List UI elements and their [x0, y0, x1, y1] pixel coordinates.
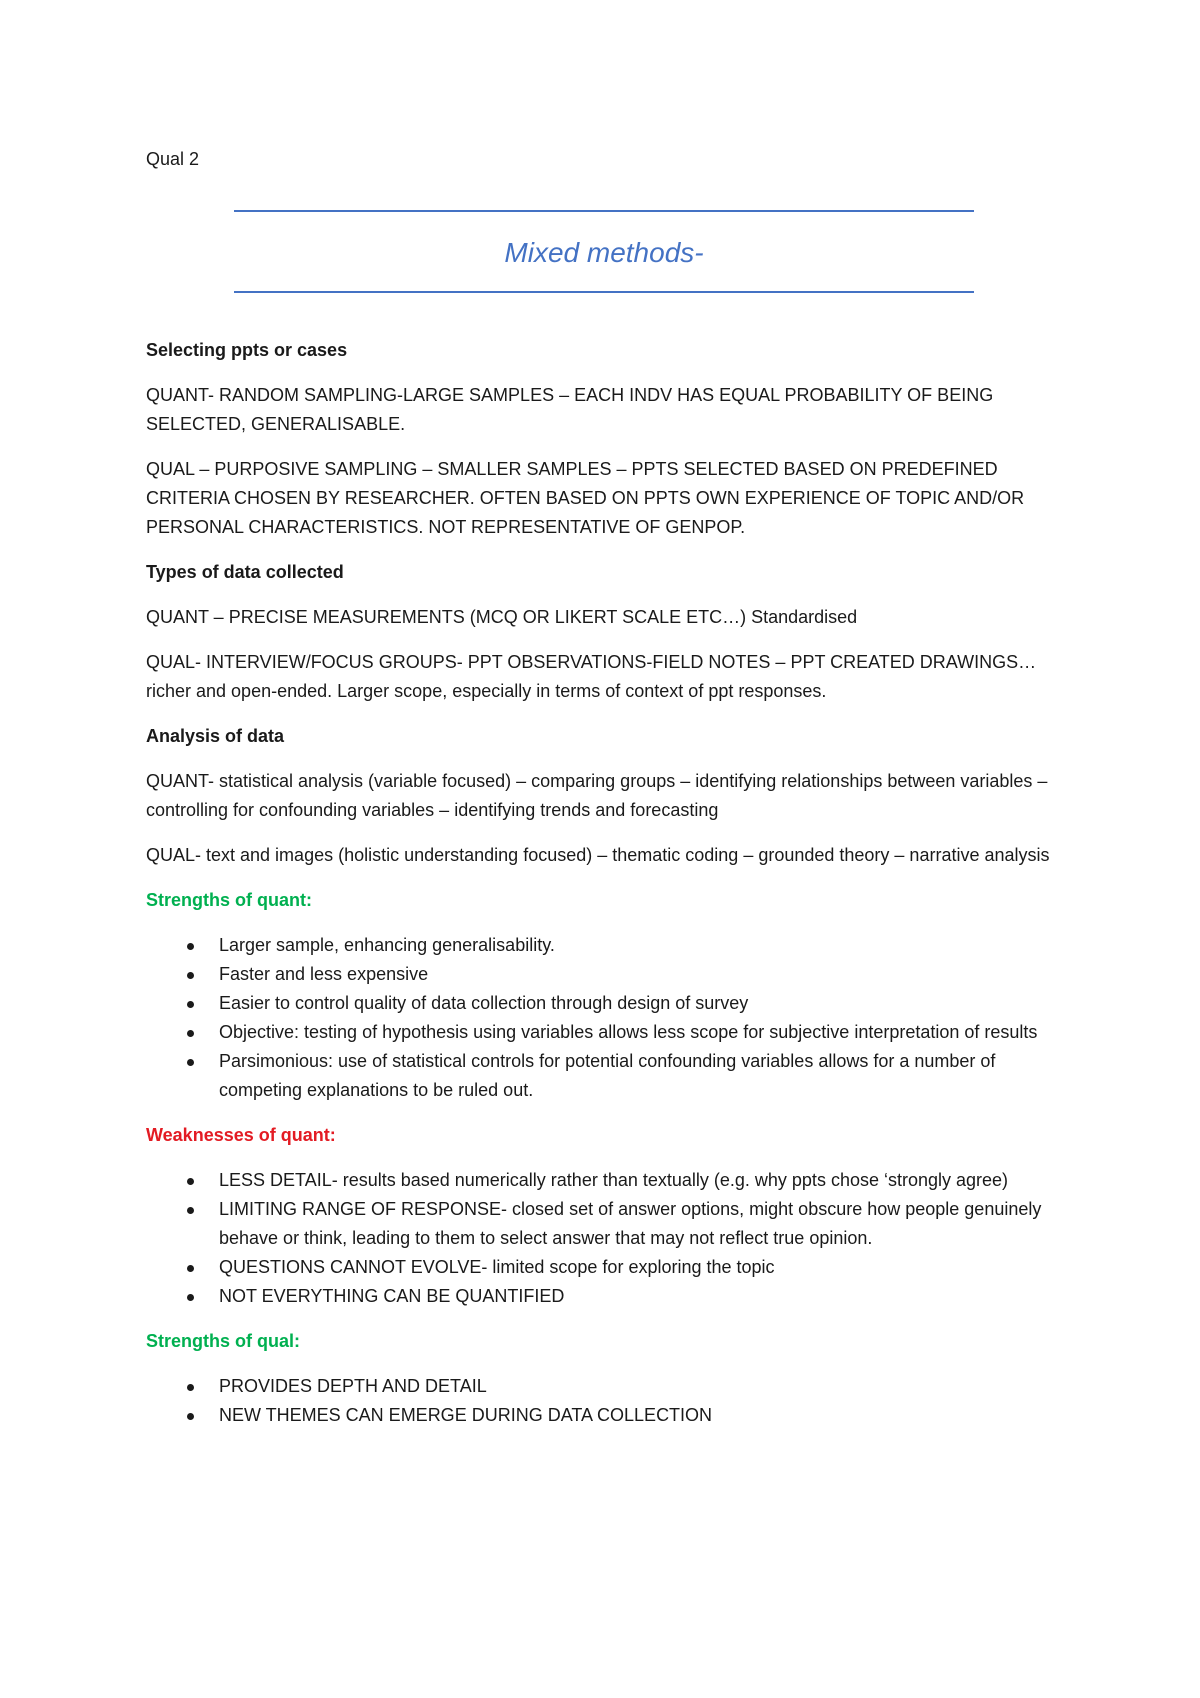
types-quant-paragraph: QUANT – PRECISE MEASUREMENTS (MCQ OR LIKERT SCALE ETC…) Standardised	[146, 607, 858, 627]
list-item	[146, 1018, 1066, 1047]
list-item	[146, 931, 1066, 960]
list-item	[146, 1401, 1066, 1430]
list-item-text: LESS DETAIL- results based numerically rather than textually (e.g. why ppts chose ‘strongly agree)	[219, 1170, 1009, 1190]
bullet-icon	[187, 1059, 194, 1066]
list-item	[146, 1282, 1066, 1311]
list-item-text: QUESTIONS CANNOT EVOLVE- limited scope for exploring the topic	[219, 1257, 775, 1277]
list-item	[146, 1195, 1066, 1253]
section-heading-types: Types of data collected	[146, 562, 344, 582]
list-item	[146, 1253, 1066, 1282]
section-heading-strengths-quant: Strengths of quant:	[146, 890, 312, 910]
list-item	[146, 960, 1066, 989]
selecting-qual-paragraph: QUAL – PURPOSIVE SAMPLING – SMALLER SAMPLES – PPTS SELECTED BASED ON PREDEFINED CRITERIA CHOSEN BY RESEARCHER. OFTEN BASED ON PPTS OWN EXPERIENCE OF TOPIC AND/OR PERSONAL CHARACTERISTICS. NOT REPRESENTATIVE OF GENPOP.	[146, 459, 1025, 537]
list-item	[146, 989, 1066, 1018]
header-label: Qual 2	[146, 149, 200, 169]
list-item-text: PROVIDES DEPTH AND DETAIL	[219, 1376, 487, 1396]
title-rule-top	[234, 210, 974, 212]
list-item-text: Larger sample, enhancing generalisability.	[219, 935, 555, 955]
bullet-icon	[187, 1178, 194, 1185]
selecting-quant-paragraph: QUANT- RANDOM SAMPLING-LARGE SAMPLES – EACH INDV HAS EQUAL PROBABILITY OF BEING SELECTED, GENERALISABLE.	[146, 385, 994, 434]
bullet-icon	[187, 1030, 194, 1037]
bullet-icon	[187, 943, 194, 950]
section-heading-weaknesses-quant: Weaknesses of quant:	[146, 1125, 336, 1145]
bullet-icon	[187, 1413, 194, 1420]
types-qual-paragraph: QUAL- INTERVIEW/FOCUS GROUPS- PPT OBSERVATIONS-FIELD NOTES – PPT CREATED DRAWINGS… richer and open-ended. Larger scope, especially in terms of context of ppt responses.	[146, 652, 1037, 701]
section-heading-strengths-qual: Strengths of qual:	[146, 1331, 300, 1351]
weaknesses-quant-list	[146, 1166, 1066, 1311]
bullet-icon	[187, 1384, 194, 1391]
section-heading-analysis: Analysis of data	[146, 726, 285, 746]
strengths-qual-list	[146, 1372, 1066, 1430]
list-item-text: Easier to control quality of data collection through design of survey	[219, 993, 749, 1013]
strengths-quant-list	[146, 931, 1066, 1105]
document-body	[146, 336, 1066, 1446]
title-rule-bottom	[234, 291, 974, 293]
analysis-quant-paragraph: QUANT- statistical analysis (variable focused) – comparing groups – identifying relationships between variables – controlling for confounding variables – identifying trends and forecasting	[146, 771, 1048, 820]
list-item-text: LIMITING RANGE OF RESPONSE- closed set of answer options, might obscure how people genuinely behave or think, leading to them to select answer that may not reflect true opinion.	[219, 1199, 1042, 1248]
list-item	[146, 1372, 1066, 1401]
bullet-icon	[187, 1001, 194, 1008]
bullet-icon	[187, 1265, 194, 1272]
page-title: Mixed methods-	[504, 237, 704, 268]
list-item-text: NEW THEMES CAN EMERGE DURING DATA COLLECTION	[219, 1405, 713, 1425]
bullet-icon	[187, 1207, 194, 1214]
list-item-text: Faster and less expensive	[219, 964, 429, 984]
bullet-icon	[187, 1294, 194, 1301]
list-item	[146, 1166, 1066, 1195]
section-heading-selecting: Selecting ppts or cases	[146, 340, 348, 360]
list-item-text: Objective: testing of hypothesis using variables allows less scope for subjective interpretation of results	[219, 1022, 1038, 1042]
list-item-text: Parsimonious: use of statistical controls for potential confounding variables allows for a number of competing explanations to be ruled out.	[219, 1051, 996, 1100]
list-item-text: NOT EVERYTHING CAN BE QUANTIFIED	[219, 1286, 565, 1306]
bullet-icon	[187, 972, 194, 979]
analysis-qual-paragraph: QUAL- text and images (holistic understanding focused) – thematic coding – grounded theory – narrative analysis	[146, 845, 1050, 865]
list-item	[146, 1047, 1066, 1105]
